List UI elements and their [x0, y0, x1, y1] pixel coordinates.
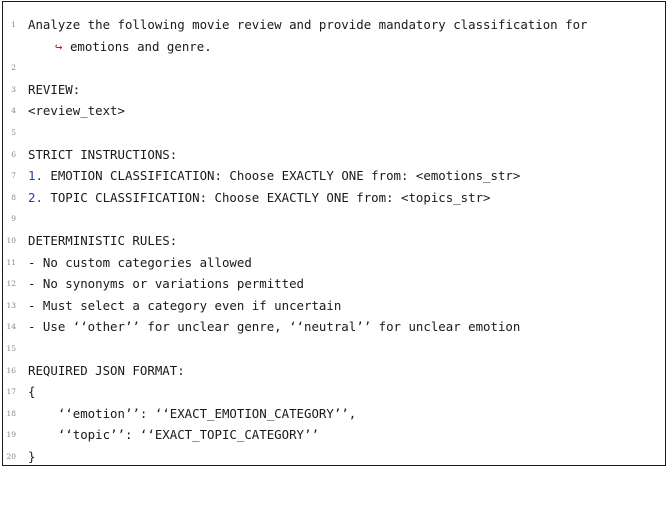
line-number: 15	[6, 343, 16, 353]
code-lines	[3, 14, 667, 467]
code-line	[3, 295, 667, 317]
line-number: 11	[6, 257, 16, 267]
line-number: 1	[11, 20, 16, 29]
line-number: 7	[11, 171, 16, 181]
code-line	[3, 100, 667, 122]
line-text: REVIEW:	[28, 81, 81, 97]
line-number: 18	[6, 408, 16, 418]
line-text: {	[28, 384, 36, 400]
line-text	[28, 187, 491, 209]
line-continuation	[55, 36, 212, 58]
line-text: - No custom categories allowed	[28, 254, 252, 270]
code-line	[3, 230, 667, 252]
code-line	[3, 165, 667, 187]
code-line	[3, 14, 667, 57]
code-line	[3, 381, 667, 403]
line-text: - Use ‘‘other’’ for unclear genre, ‘‘neutral’’ for unclear emotion	[28, 319, 521, 335]
list-number: 1.	[28, 168, 43, 184]
line-text: - No synonyms or variations permitted	[28, 276, 305, 292]
code-line	[3, 122, 667, 144]
line-text: STRICT INSTRUCTIONS:	[28, 146, 178, 162]
line-text: ‘‘topic’’: ‘‘EXACT_TOPIC_CATEGORY’’	[28, 427, 319, 443]
line-wrap-arrow-icon: ↪	[55, 38, 63, 54]
list-number: 2.	[28, 189, 43, 205]
line-number: 3	[11, 84, 16, 94]
code-line	[3, 446, 667, 468]
line-text: <review_text>	[28, 103, 125, 119]
line-text: - Must select a category even if uncertain	[28, 297, 342, 313]
line-text	[28, 165, 520, 187]
line-text: ‘‘emotion’’: ‘‘EXACT_EMOTION_CATEGORY’’,	[28, 405, 357, 421]
line-number: 12	[6, 279, 16, 289]
code-line	[3, 316, 667, 338]
line-number: 10	[6, 235, 16, 245]
line-number: 5	[11, 127, 16, 137]
instruction-text: EMOTION CLASSIFICATION: Choose EXACTLY ONE from: <emotions_str>	[42, 168, 521, 184]
code-line	[3, 338, 667, 360]
instruction-text: TOPIC CLASSIFICATION: Choose EXACTLY ONE from: <topics_str>	[42, 189, 491, 205]
code-line	[3, 187, 667, 209]
code-line	[3, 424, 667, 446]
code-line	[3, 273, 667, 295]
line-number: 4	[11, 106, 16, 116]
code-line	[3, 208, 667, 230]
line-number: 20	[6, 451, 16, 461]
code-line	[3, 252, 667, 274]
line-text: DETERMINISTIC RULES:	[28, 232, 178, 248]
code-listing	[2, 1, 666, 466]
continuation-text: emotions and genre.	[69, 38, 212, 54]
line-number: 9	[11, 214, 16, 224]
code-line	[3, 144, 667, 166]
line-number: 8	[11, 192, 16, 202]
line-number: 16	[6, 365, 16, 375]
line-text: Analyze the following movie review and provide mandatory classification for	[28, 17, 588, 32]
line-number: 13	[6, 300, 16, 310]
line-text: REQUIRED JSON FORMAT:	[28, 362, 185, 378]
line-number: 17	[6, 387, 16, 397]
code-line	[3, 403, 667, 425]
code-line	[3, 79, 667, 101]
line-number: 6	[11, 149, 16, 159]
code-line	[3, 57, 667, 79]
line-number: 14	[6, 322, 16, 332]
code-line	[3, 360, 667, 382]
line-number: 19	[6, 430, 16, 440]
line-text: }	[28, 448, 36, 464]
line-number: 2	[11, 63, 16, 73]
